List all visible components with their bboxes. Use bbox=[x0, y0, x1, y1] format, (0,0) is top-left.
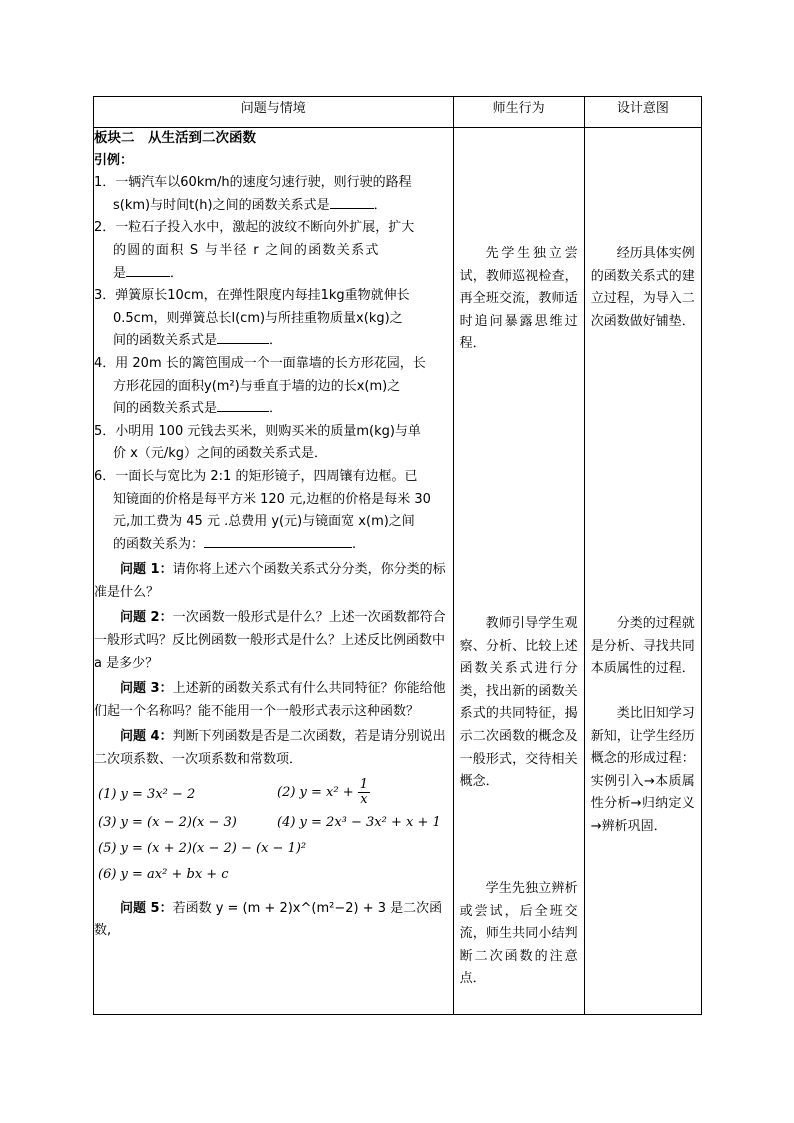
question-3: 问题 3：上述新的函数关系式有什么共同特征？你能给他们起一个名称吗？能不能用一个一般形式表示这种函数？ bbox=[94, 681, 446, 719]
example-item-6 bbox=[94, 466, 453, 556]
intro-label: 引例： bbox=[94, 152, 134, 168]
formula-3: (3) y = (x − 2)(x − 3) bbox=[98, 814, 237, 830]
item-line: 6．一面长与宽比为 2:1 的矩形镜子，四周镶有边框。已 bbox=[94, 468, 418, 484]
formula-1: (1) y = 3x² − 2 bbox=[98, 786, 196, 802]
item-line: 知镜面的价格是每平方米 120 元,边框的价格是每米 30 bbox=[113, 491, 431, 507]
header-intent: 设计意图 bbox=[584, 97, 701, 128]
header-question: 问题与情境 bbox=[94, 97, 454, 128]
intent-cell bbox=[584, 128, 701, 1015]
item-line: 间的函数关系式是 ． bbox=[94, 398, 453, 421]
formula-2: (2) y = x² + $\frac{1}{x}$ bbox=[277, 776, 369, 807]
example-item-5 bbox=[94, 421, 453, 466]
intent-block-2: 分类的过程就是分析、寻找共同本质属性的过程． bbox=[590, 616, 695, 677]
section-title: 板块二 从生活到二次函数 bbox=[94, 130, 256, 146]
formula-4: (4) y = 2x³ − 3x² + x + 1 bbox=[277, 814, 441, 830]
activity-block-2: 教师引导学生观察、分析、比较上述函数关系式进行分类，找出新的函数关系式的共同特征，揭示二次函数的概念及一般形式，交待相关概念． bbox=[459, 616, 578, 790]
answer-blank[interactable] bbox=[204, 534, 352, 548]
item-line: 5．小明用 100 元钱去买米，则购买米的质量m(kg)与单 bbox=[94, 423, 421, 439]
activity-block-3: 学生先独立辨析或尝试，后全班交流，师生共同小结判断二次函数的注意点． bbox=[459, 881, 578, 987]
item-line: 间的函数关系式是 ． bbox=[94, 330, 453, 353]
activity-cell bbox=[453, 128, 584, 1015]
question-5: 问题 5：若函数 y = (m + 2)x^(m²−2) + 3 是二次函数, bbox=[94, 900, 443, 939]
item-line: 元,加工费为 45 元 .总费用 y(元)与镜面宽 x(m)之间 bbox=[113, 514, 415, 530]
answer-blank[interactable] bbox=[217, 398, 269, 412]
header-row bbox=[94, 97, 702, 128]
example-item-1 bbox=[94, 172, 453, 217]
item-line: 的圆的面积 S 与半径 r 之间的函数关系式 bbox=[113, 242, 380, 258]
item-line: 是 ． bbox=[94, 263, 453, 286]
question-cell bbox=[94, 128, 454, 1015]
item-line: 2．一粒石子投入水中，激起的波纹不断向外扩展，扩大 bbox=[94, 220, 415, 236]
item-line: 的函数关系为： . bbox=[94, 534, 453, 557]
intent-block-3: 类比旧知学习新知，让学生经历概念的形成过程：实例引入→本质属性分析→归纳定义→辨析巩固． bbox=[590, 706, 695, 834]
header-activity: 师生行为 bbox=[453, 97, 584, 128]
answer-blank[interactable] bbox=[330, 195, 374, 209]
formula-5: (5) y = (x + 2)(x − 2) − (x − 1)² bbox=[98, 840, 307, 856]
item-line: 1．一辆汽车以60km/h的速度匀速行驶，则行驶的路程 bbox=[94, 175, 412, 191]
lesson-plan-table bbox=[93, 96, 702, 1015]
item-line: 4．用 20m 长的篱笆围成一个一面靠墙的长方形花园，长 bbox=[94, 355, 426, 371]
formula-row-3 bbox=[94, 838, 453, 864]
example-item-4 bbox=[94, 353, 453, 421]
question-4: 问题 4：判断下列函数是否是二次函数，若是请分别说出二次项系数、一次项系数和常数项． bbox=[94, 729, 446, 768]
intent-block-1: 经历具体实例的函数关系式的建立过程，为导入二次函数做好铺垫． bbox=[590, 246, 695, 329]
example-item-2 bbox=[94, 217, 453, 285]
item-line: 价 x（元/kg）之间的函数关系式是． bbox=[113, 446, 328, 462]
item-line: s(km)与时间t(h)之间的函数关系式是 ． bbox=[94, 195, 453, 218]
item-line: 0.5cm，则弹簧总长l(cm)与所挂重物质量x(kg)之 bbox=[113, 310, 403, 326]
content-row bbox=[94, 128, 702, 1015]
formula-6: (6) y = ax² + bx + c bbox=[98, 866, 229, 882]
question-1: 问题 1：请你将上述六个函数关系式分分类，你分类的标准是什么？ bbox=[94, 562, 446, 600]
answer-blank[interactable] bbox=[126, 263, 170, 277]
formula-row-2 bbox=[94, 812, 453, 838]
formula-row-1 bbox=[94, 778, 453, 812]
answer-blank[interactable] bbox=[217, 330, 269, 344]
item-line: 3．弹簧原长10cm，在弹性限度内每挂1kg重物就伸长 bbox=[94, 288, 410, 304]
question-2: 问题 2：一次函数一般形式是什么？上述一次函数都符合一般形式吗？反比例函数一般形式是什么？上述反比例函数中 a 是多少？ bbox=[94, 610, 446, 671]
item-line: 方形花园的面积y(m²)与垂直于墙的边的长x(m)之 bbox=[113, 378, 401, 394]
formula-row-4 bbox=[94, 864, 453, 890]
example-item-3 bbox=[94, 285, 453, 353]
activity-block-1: 先学生独立尝试，教师巡视检查，再全班交流，教师适时追问暴露思维过程． bbox=[459, 246, 578, 352]
